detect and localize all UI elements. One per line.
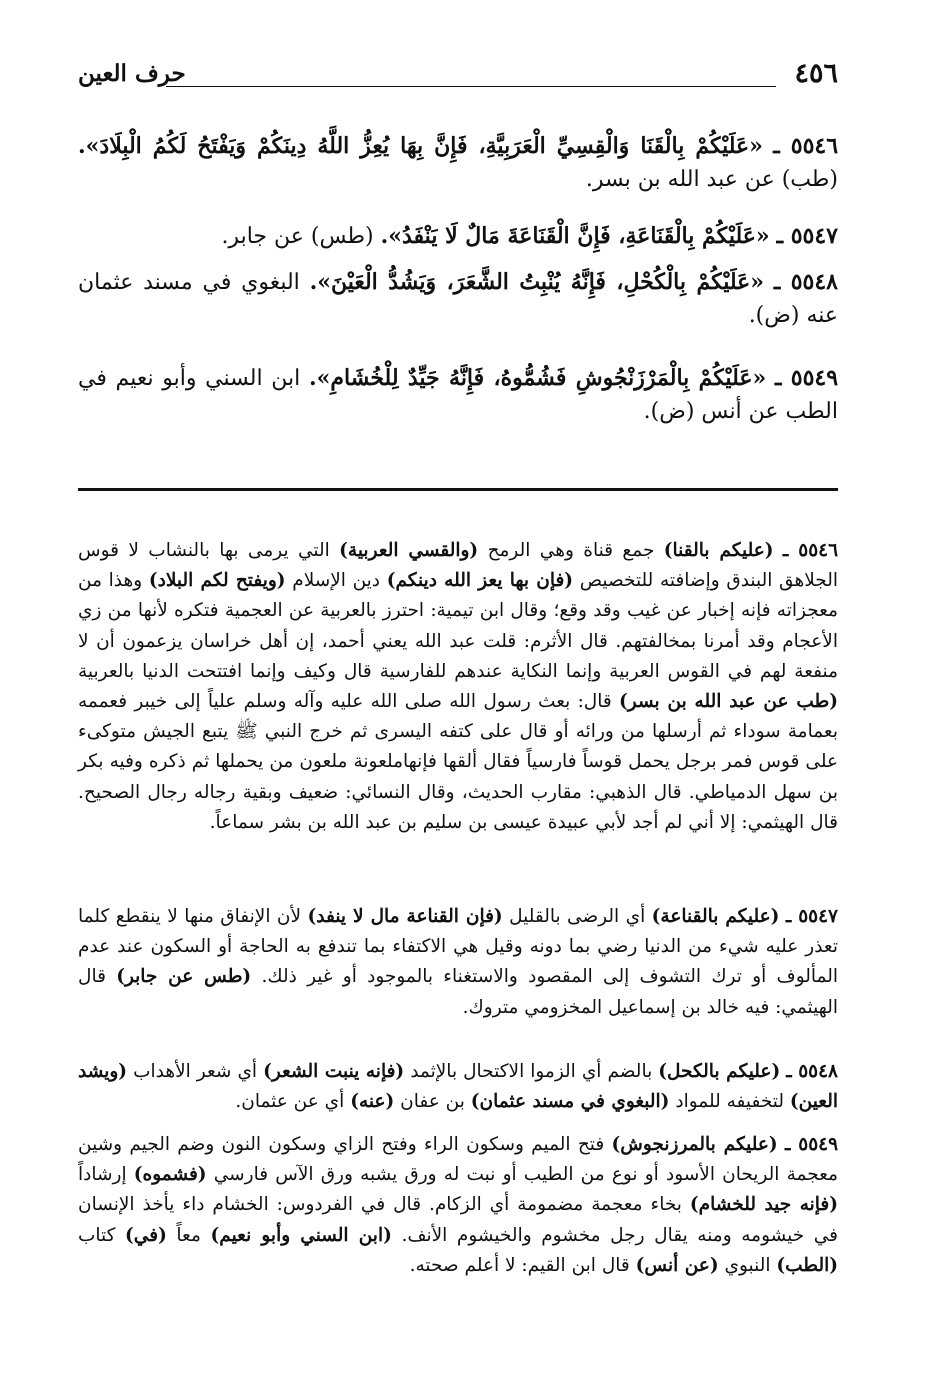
header-rule	[166, 86, 776, 87]
commentary-keyword: (طس عن جابر)	[116, 966, 252, 988]
hadith-source: (طس) عن جابر.	[221, 224, 374, 249]
commentary-text: بن عفان	[400, 1091, 465, 1113]
book-page	[78, 56, 838, 1346]
commentary-keyword: (طب عن عبد الله بن بسر)	[619, 691, 839, 713]
commentary-text: قال: بعث رسول الله صلى الله عليه وآله وسلم علياً إلى خيبر فعممه بعمامة سوداء ثم أرسلها من ورائه أو قال على كتفه اليسرى ثم خرج النبي ﷺ يتبع الجيش متوكىء على قوس فمر برجل يحمل قوساً فارسياً فقال ألقها فإنهاملعونة ملعون من يحملها ثم ذكره وفيه بكر بن سهل الدمياطي. قال الذهبي: مقارب الحديث، وقال النسائي: ضعيف وبقية رجاله رجال الصحيح. قال الهيثمي: إلا أني لم أجد لأبي عبيدة عيسى بن سليم بن عبد الله بن بشر سماعاً.	[78, 691, 838, 833]
hadith-number: ٥٥٤٨ ـ	[773, 269, 838, 295]
commentary-text: بالضم أي الزموا الاكتحال بالإثمد	[410, 1061, 653, 1082]
commentary-number: ٥٥٤٩ ـ	[784, 1134, 839, 1155]
commentary-text: أي الرضى بالقليل	[509, 906, 646, 927]
hadith-number: ٥٥٤٦ ـ	[773, 133, 839, 159]
commentary-keyword: (الطب)	[776, 1254, 838, 1276]
commentary-text: لأن الإنفاق منها لا ينقطع كلما تعذر عليه شيء من الدنيا رضي بما دونه وقيل هي الاكتفاء بما تندفع به الحاجة أو السكون عند عدم المألوف أو ترك التشوف إلى المقصود والاستغناء بالموجود أو غير ذلك.	[78, 906, 838, 988]
hadith-source: البغوي في مسند عثمان عنه (ض).	[78, 270, 838, 328]
hadith-5546	[78, 130, 838, 196]
hadith-text: «عَلَيْكُمْ بِالْكُحْلِ، فَإِنَّهُ يُنْبِتُ الشَّعَرَ، وَيَشُدُّ الْعَيْنَ».	[309, 269, 765, 295]
commentary-keyword: (عليكم بالقناعة)	[651, 906, 780, 927]
commentary-5549	[78, 1130, 838, 1281]
hadith-5548	[78, 266, 838, 332]
hadith-number: ٥٥٤٩ ـ	[774, 365, 839, 391]
page-header	[78, 56, 838, 96]
commentary-keyword: (عليكم بالكحل)	[658, 1061, 781, 1082]
commentary-text: فتح الميم وسكون الراء وفتح الزاي وسكون النون وضم الجيم وشين معجمة الريحان الأسود أو نوع من الطيب أو نبت له ورق يشبه ورق الآس فارسي	[78, 1134, 838, 1186]
hadith-number: ٥٥٤٧ ـ	[776, 223, 838, 249]
commentary-keyword: (عليكم بالقنا)	[663, 540, 774, 561]
hadith-source: (طب) عن عبد الله بن بسر.	[585, 167, 838, 192]
commentary-5547	[78, 902, 838, 1023]
commentary-keyword: (في)	[125, 1224, 167, 1246]
commentary-text: قال الهيثمي: فيه خالد بن إسماعيل المخزومي متروك.	[78, 966, 838, 1018]
hadith-text: «عَلَيْكُمْ بِالْقَنَاعَةِ، فَإِنَّ الْقَنَاعَةَ مَالٌ لَا يَنْفَدُ».	[380, 223, 770, 249]
commentary-text: بخاء معجمة مضمومة أي الزكام. قال في الفردوس: الخشام داء يأخذ الإنسان في خيشومه ومنه يقال رجل مخشوم والخيشوم الأنف.	[78, 1194, 838, 1246]
commentary-keyword: (ويفتح لكم البلاد)	[148, 570, 286, 592]
hadith-text: «عَلَيْكُمْ بِالْمَرْزَنْجُوشِ فَشُمُّوهُ، فَإِنَّهُ جَيِّدٌ لِلْخُشَامِ».	[308, 365, 767, 391]
commentary-keyword: (عنه)	[350, 1091, 395, 1113]
commentary-text: النبوي	[724, 1254, 771, 1276]
commentary-keyword: (فإن بها يعز الله دينكم)	[386, 570, 574, 592]
commentary-text: لتخفيفه للمواد	[675, 1091, 784, 1113]
commentary-text: أي شعر الأهداب	[133, 1061, 258, 1082]
commentary-keyword: (عن أنس)	[635, 1254, 719, 1276]
commentary-keyword: (البغوي في مسند عثمان)	[470, 1091, 670, 1113]
commentary-keyword: (عليكم بالمرزنجوش)	[611, 1134, 778, 1155]
hadith-5549	[78, 362, 838, 428]
page-number: ٤٥٦	[794, 58, 838, 89]
commentary-text: أي عن عثمان.	[235, 1091, 345, 1113]
commentary-number: ٥٥٤٦ ـ	[782, 540, 839, 561]
commentary-text: إرشاداً	[78, 1164, 127, 1186]
hadith-text: «عَلَيْكُمْ بِالْقَنَا وَالْقِسِيِّ الْعَرَبِيَّةِ، فَإِنَّ بِهَا يُعِزُّ اللَّهُ دِينَكُمْ وَيَفْتَحُ لَكُمُ الْبِلَادَ».	[78, 133, 763, 159]
commentary-keyword: (فإنه جيد للخشام)	[689, 1194, 839, 1216]
commentary-keyword: (ابن السني وأبو نعيم)	[210, 1224, 392, 1246]
commentary-text: معاً	[176, 1224, 201, 1246]
commentary-text: دين الإسلام	[292, 570, 381, 592]
commentary-5546	[78, 536, 838, 838]
commentary-text: التي يرمى بها بالنشاب لا قوس الجلاهق البندق وإضافته للتخصيص	[78, 540, 838, 592]
commentary-keyword: (فإن القناعة مال لا ينفد)	[307, 906, 503, 927]
commentary-text: وهذا من معجزاته فإنه إخبار عن غيب وقد وقع؛ وقال ابن تيمية: احترز بالعربية عن العجمية فتكره لأنها من زي الأعجام وقد أمرنا بمخالفتهم. قال الأثرم: قلت عبد الله يعني أحمد، إن أهل خراسان يزعمون أن لا منفعة لهم في القوس العربية وإنما النكاية عندهم للفارسية قال وكيف وإنما افتتحت الدنيا بالعربية	[78, 570, 838, 682]
commentary-keyword: (فإنه ينبت الشعر)	[263, 1061, 405, 1082]
footnote-divider	[78, 488, 838, 491]
commentary-text: كتاب	[78, 1224, 116, 1246]
commentary-text: قال ابن القيم: لا أعلم صحته.	[409, 1254, 630, 1276]
chapter-title: حرف العين	[78, 60, 186, 87]
commentary-text: جمع قناة وهي الرمح	[487, 540, 655, 561]
commentary-keyword: (ويشد العين)	[78, 1061, 838, 1113]
commentary-number: ٥٥٤٨ ـ	[786, 1061, 838, 1082]
commentary-number: ٥٥٤٧ ـ	[785, 906, 838, 927]
commentary-keyword: (والقسي العربية)	[339, 540, 479, 561]
hadith-5547	[78, 220, 838, 253]
commentary-5548	[78, 1057, 838, 1117]
hadith-source: ابن السني وأبو نعيم في الطب عن أنس (ض).	[78, 366, 838, 424]
commentary-keyword: (فشموه)	[133, 1164, 207, 1186]
